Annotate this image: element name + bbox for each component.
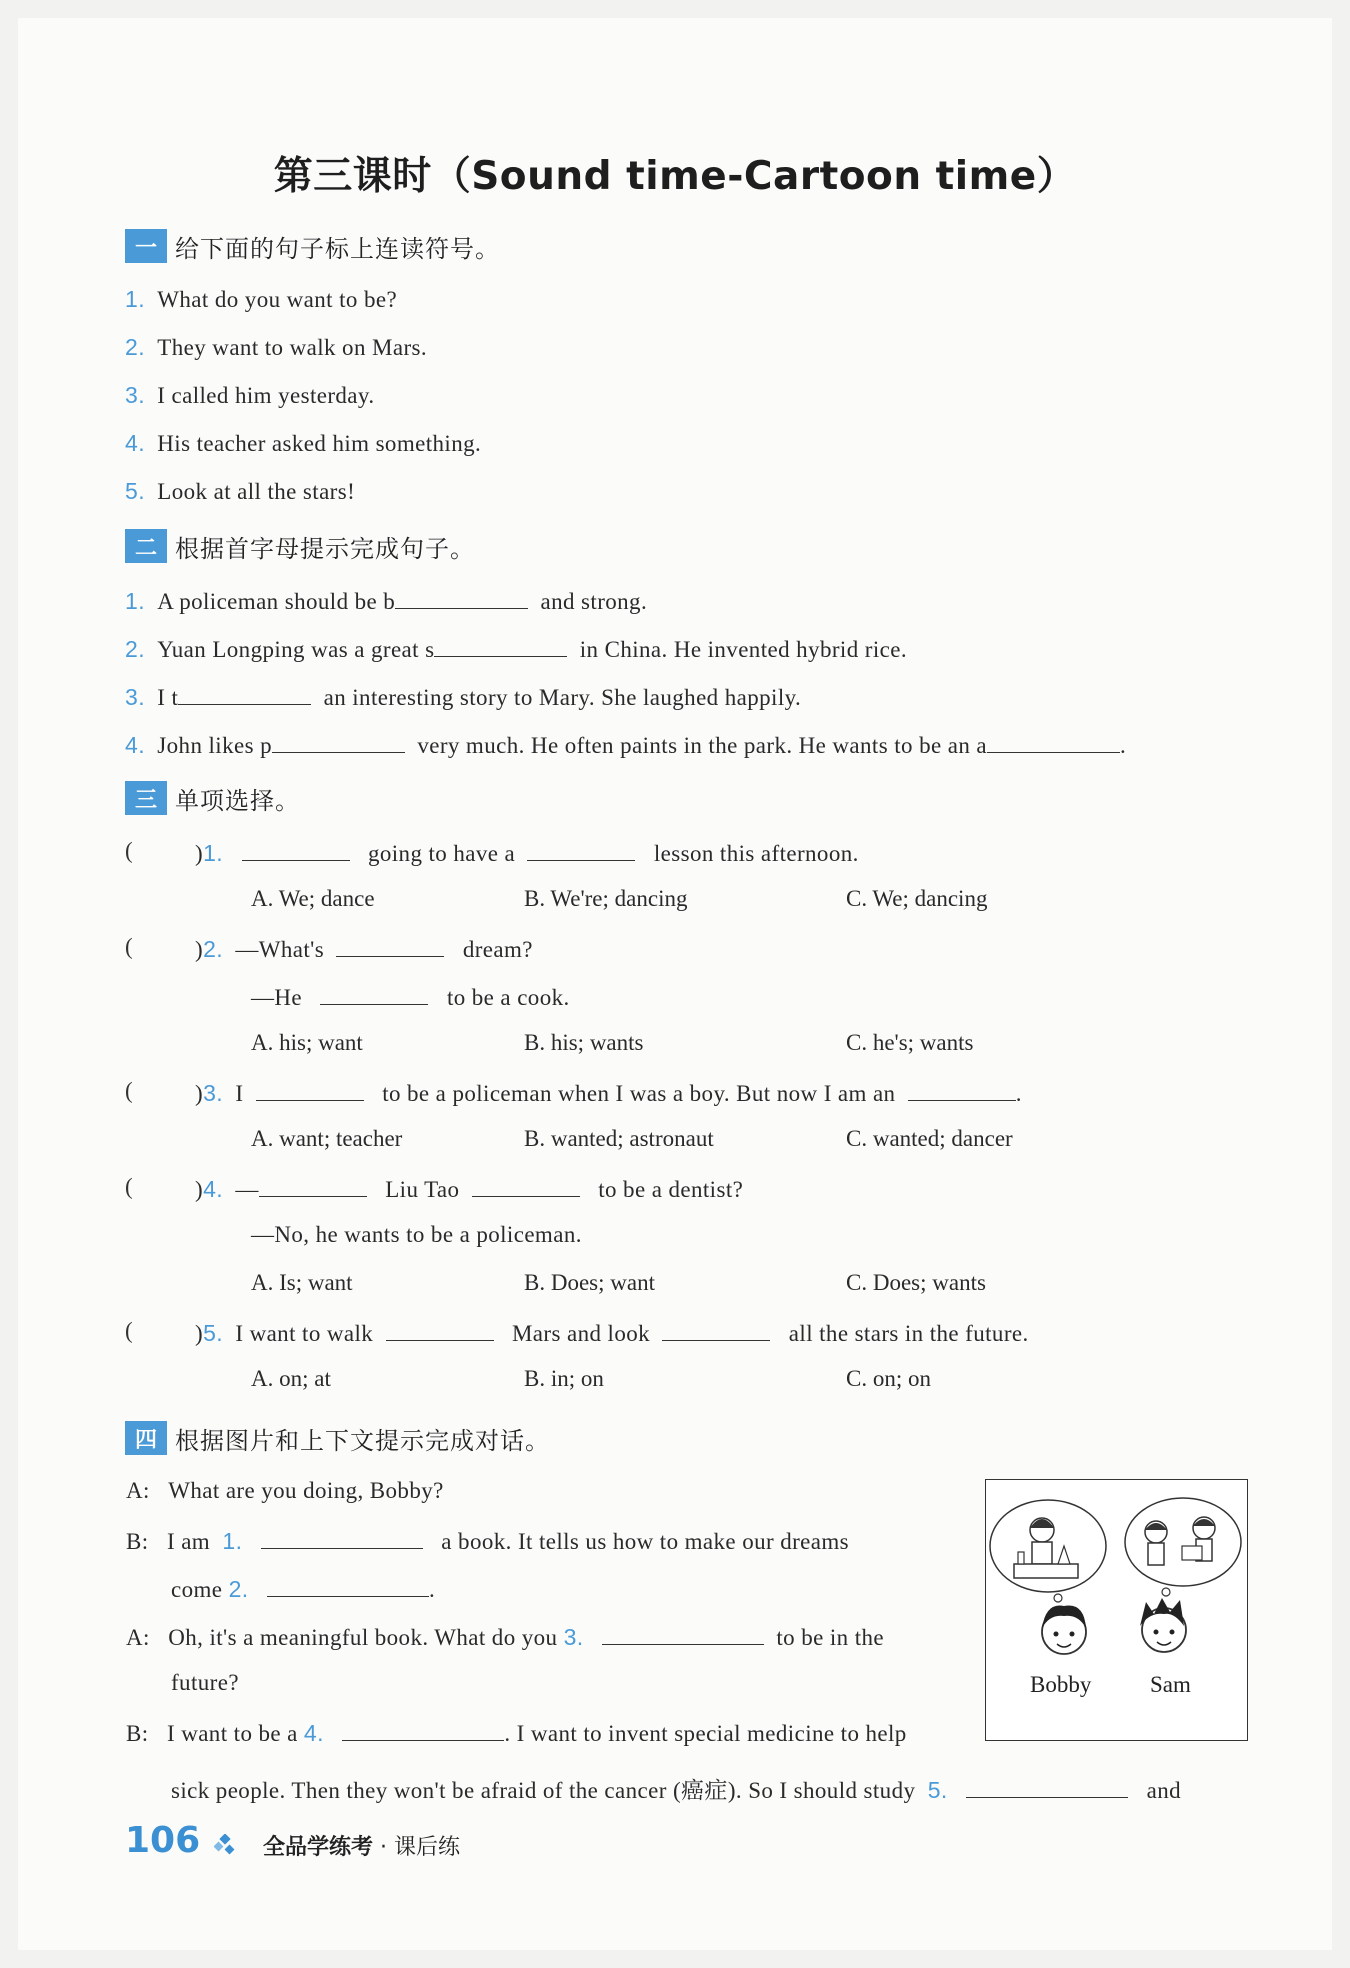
part1-item-2: [125, 334, 427, 361]
dialogue-text: sick people. Then they won't be afraid of the cancer (癌症). So I should study: [171, 1778, 916, 1803]
answer-blank[interactable]: [602, 1622, 764, 1645]
section-4-title: 根据图片和上下文提示完成对话。: [175, 1426, 550, 1455]
dialogue-line-6: [126, 1718, 907, 1747]
answer-paren-close: ): [195, 937, 204, 962]
option-c[interactable]: C. wanted; dancer: [846, 1126, 1013, 1151]
answer-blank[interactable]: [336, 934, 444, 957]
brand-subtitle: 课后练: [394, 1835, 461, 1860]
answer-paren-open[interactable]: (: [125, 1318, 133, 1343]
answer-blank[interactable]: [259, 1174, 367, 1197]
item-text: His teacher asked him something.: [157, 431, 482, 456]
part2-item-2: [125, 634, 907, 663]
section-4-heading: [125, 1420, 550, 1456]
item-text: I: [235, 1081, 244, 1106]
dialogue-line-2: [126, 1526, 849, 1555]
answer-paren-close: ): [195, 1321, 204, 1346]
answer-blank[interactable]: [267, 1574, 429, 1597]
blank-number: 2.: [228, 1576, 249, 1602]
diamond-logo-icon: [214, 1834, 238, 1858]
dialogue-text: I want to be a: [166, 1721, 298, 1746]
cartoon-illustration: [986, 1480, 1247, 1740]
item-text: —: [235, 1177, 259, 1202]
section-1-number: 一: [125, 229, 167, 263]
dialogue-text: . I want to invent special medicine to help: [504, 1721, 907, 1746]
footer-brand: [263, 1830, 460, 1861]
section-1-heading: [125, 228, 500, 264]
dialogue-line-3: [171, 1574, 435, 1603]
dialogue-line-5: future?: [171, 1670, 239, 1695]
answer-paren-open[interactable]: (: [125, 1078, 133, 1103]
item-text: I want to walk: [235, 1321, 374, 1346]
part1-item-1: [125, 286, 397, 313]
dialogue-line-1: [126, 1478, 444, 1504]
item-text: .: [1120, 733, 1127, 758]
blank-number: 5.: [927, 1777, 948, 1803]
option-a[interactable]: A. want; teacher: [251, 1126, 403, 1151]
item-number: 4.: [203, 1176, 224, 1202]
dialogue-text: What are you doing, Bobby?: [168, 1478, 444, 1503]
item-text: Yuan Longping was a great s: [157, 637, 435, 662]
answer-blank[interactable]: [178, 682, 311, 705]
item-text: lesson this afternoon.: [653, 841, 859, 866]
choice-question-1: [195, 838, 859, 867]
thought-bubble-right: [1125, 1498, 1241, 1586]
item-number: 3.: [125, 684, 145, 710]
answer-blank[interactable]: [256, 1078, 364, 1101]
item-number: 3.: [203, 1080, 224, 1106]
item-text: to be a dentist?: [598, 1177, 744, 1202]
section-2-heading: [125, 528, 475, 564]
speaker: A:: [126, 1478, 150, 1503]
item-text: John likes p: [157, 733, 272, 758]
section-3-heading: [125, 780, 300, 816]
part2-item-1: [125, 586, 647, 615]
dialogue-text: a book. It tells us how to make our dreams: [441, 1529, 850, 1554]
section-3-number: 三: [125, 781, 167, 815]
dialogue-text: come: [171, 1577, 223, 1602]
answer-paren-open[interactable]: (: [125, 934, 133, 959]
choice-question-2-line2: [251, 982, 570, 1011]
sam-label: Sam: [1150, 1672, 1191, 1697]
answer-blank[interactable]: [472, 1174, 580, 1197]
answer-paren-close: ): [195, 1081, 204, 1106]
option-b[interactable]: B. in; on: [524, 1366, 604, 1391]
answer-blank[interactable]: [987, 730, 1120, 753]
item-text: They want to walk on Mars.: [157, 335, 428, 360]
item-text: Mars and look: [511, 1321, 651, 1346]
dialogue-text: .: [429, 1577, 436, 1602]
item-number: 4.: [125, 732, 145, 758]
item-text: —He: [251, 985, 303, 1010]
answer-blank[interactable]: [320, 982, 428, 1005]
item-number: 2.: [203, 936, 224, 962]
section-1-title: 给下面的句子标上连读符号。: [175, 234, 500, 263]
page-title: 第三课时（Sound time-Cartoon time）: [273, 154, 1077, 199]
dialogue-text: and: [1146, 1778, 1182, 1803]
page-number: 106: [125, 1820, 201, 1861]
option-b[interactable]: B. his; wants: [524, 1030, 644, 1055]
item-number: 4.: [125, 430, 145, 456]
dialogue-line-7: [171, 1772, 1181, 1805]
item-number: 3.: [125, 382, 145, 408]
answer-paren-open[interactable]: (: [125, 1174, 133, 1199]
option-a[interactable]: A. Is; want: [251, 1270, 353, 1295]
section-3-title: 单项选择。: [175, 786, 300, 815]
choice-question-2: [195, 934, 533, 963]
item-number: 1.: [125, 588, 145, 614]
answer-blank[interactable]: [966, 1775, 1128, 1798]
section-4-number: 四: [125, 1421, 167, 1455]
answer-paren-open[interactable]: (: [125, 838, 133, 863]
item-text: in China. He invented hybrid rice.: [579, 637, 907, 662]
item-number: 5.: [125, 478, 145, 504]
blank-number: 3.: [563, 1624, 584, 1650]
blank-number: 4.: [303, 1720, 324, 1746]
option-b[interactable]: B. We're; dancing: [524, 886, 688, 911]
option-a[interactable]: A. his; want: [251, 1030, 363, 1055]
choice-question-5: [195, 1318, 1029, 1347]
option-a[interactable]: A. We; dance: [251, 886, 375, 911]
answer-blank[interactable]: [386, 1318, 494, 1341]
item-number: 2.: [125, 334, 145, 360]
item-text: I t: [157, 685, 179, 710]
part1-item-5: [125, 478, 355, 505]
speaker: B:: [126, 1529, 149, 1554]
part1-item-3: [125, 382, 374, 409]
item-text: to be a policeman when I was a boy. But now I am an: [382, 1081, 896, 1106]
section-2-number: 二: [125, 529, 167, 563]
item-text: I called him yesterday.: [157, 383, 375, 408]
separator: ·: [380, 1835, 388, 1860]
dialogue-picture: [985, 1479, 1248, 1741]
answer-blank[interactable]: [261, 1526, 423, 1549]
section-2-title: 根据首字母提示完成句子。: [175, 534, 475, 563]
item-text: all the stars in the future.: [788, 1321, 1029, 1346]
item-text: What do you want to be?: [157, 287, 398, 312]
item-text: —What's: [235, 937, 325, 962]
item-text: an interesting story to Mary. She laughed happily.: [323, 685, 802, 710]
choice-question-4: [195, 1174, 743, 1203]
speaker: B:: [126, 1721, 149, 1746]
speaker: A:: [126, 1625, 150, 1650]
option-c[interactable]: C. We; dancing: [846, 886, 988, 911]
answer-blank[interactable]: [434, 634, 567, 657]
brand-name: 全品学练考: [263, 1835, 374, 1860]
item-number: 5.: [203, 1320, 224, 1346]
item-text: .: [1015, 1081, 1022, 1106]
option-c[interactable]: C. on; on: [846, 1366, 931, 1391]
dialogue-text: to be in the: [776, 1625, 884, 1650]
item-number: 1.: [125, 286, 145, 312]
answer-blank[interactable]: [272, 730, 405, 753]
bobby-label: Bobby: [1030, 1672, 1092, 1697]
item-text: very much. He often paints in the park. He wants to be an a: [417, 733, 987, 758]
answer-blank[interactable]: [527, 838, 635, 861]
option-b[interactable]: B. Does; want: [524, 1270, 655, 1295]
answer-blank[interactable]: [342, 1718, 504, 1741]
dialogue-line-4: [126, 1622, 884, 1651]
answer-blank[interactable]: [395, 586, 528, 609]
item-text: dream?: [462, 937, 533, 962]
choice-question-4-line2: —No, he wants to be a policeman.: [251, 1222, 582, 1247]
part2-item-4: [125, 730, 1126, 759]
item-text: A policeman should be b: [157, 589, 396, 614]
item-text: going to have a: [367, 841, 516, 866]
answer-blank[interactable]: [908, 1078, 1016, 1101]
item-number: 2.: [125, 636, 145, 662]
option-c[interactable]: C. he's; wants: [846, 1030, 974, 1055]
part1-item-4: [125, 430, 481, 457]
answer-blank[interactable]: [242, 838, 350, 861]
item-text: Look at all the stars!: [157, 479, 356, 504]
answer-blank[interactable]: [662, 1318, 770, 1341]
option-c[interactable]: C. Does; wants: [846, 1270, 986, 1295]
dialogue-text: Oh, it's a meaningful book. What do you: [168, 1625, 558, 1650]
item-text: Liu Tao: [385, 1177, 460, 1202]
choice-question-3: [195, 1078, 1022, 1107]
dialogue-text: I am: [166, 1529, 211, 1554]
answer-paren-close: ): [195, 1177, 204, 1202]
item-text: to be a cook.: [446, 985, 570, 1010]
blank-number: 1.: [222, 1528, 243, 1554]
part2-item-3: [125, 682, 801, 711]
option-a[interactable]: A. on; at: [251, 1366, 331, 1391]
item-text: and strong.: [540, 589, 648, 614]
item-number: 1.: [203, 840, 224, 866]
option-b[interactable]: B. wanted; astronaut: [524, 1126, 714, 1151]
answer-paren-close: ): [195, 841, 204, 866]
